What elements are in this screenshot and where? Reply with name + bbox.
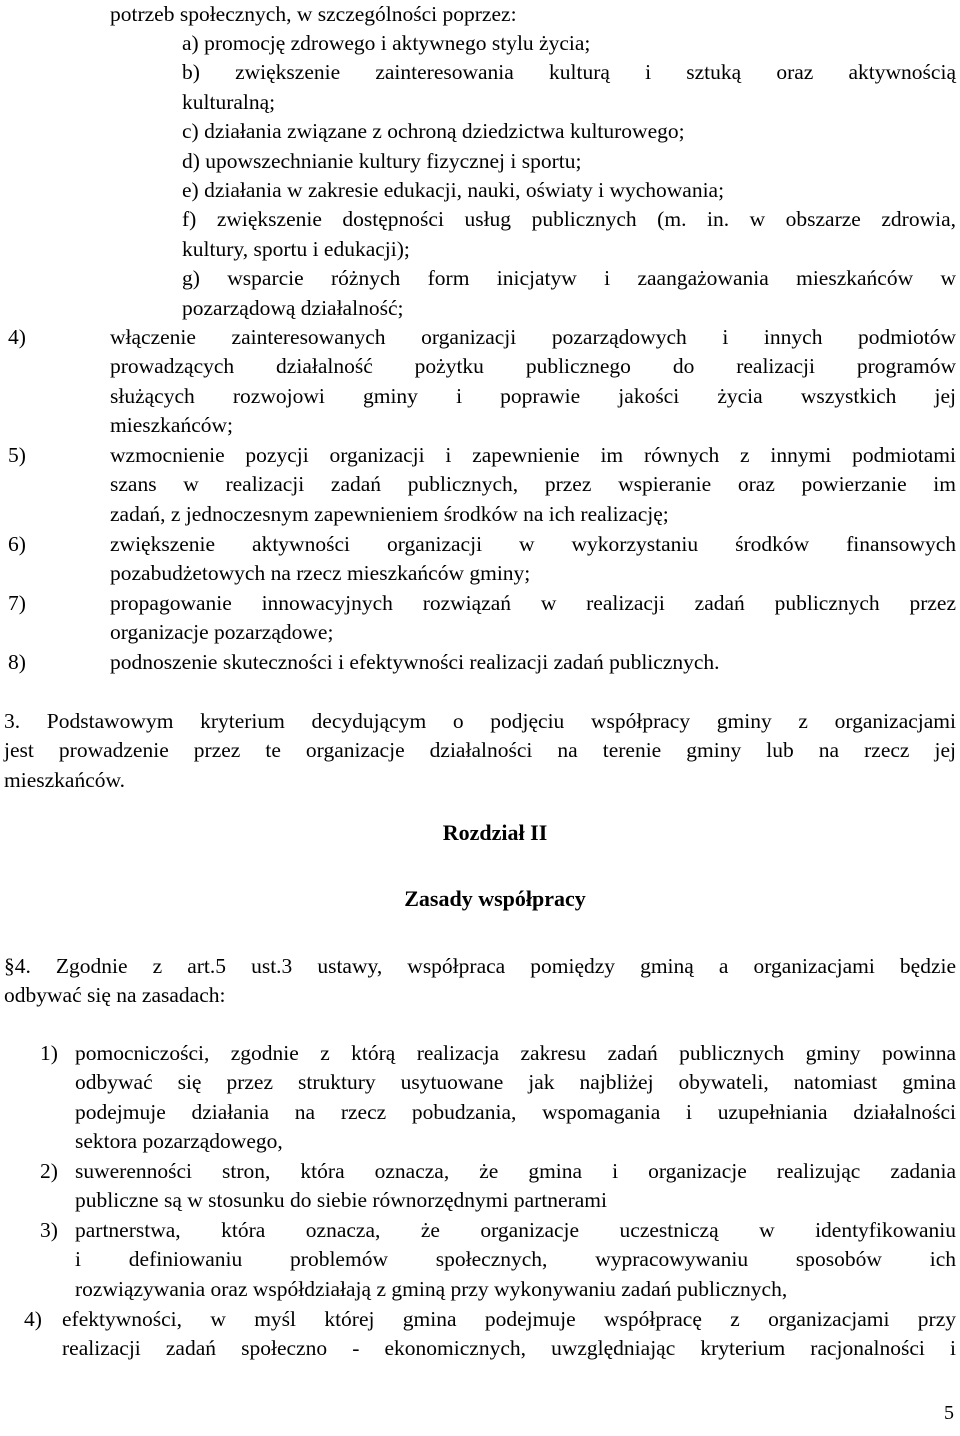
- goal-item-5: [8, 441, 956, 529]
- page-number: 5: [944, 1402, 954, 1424]
- goal-line: włączenie zainteresowanych organizacji pozarządowych i innych podmiotów: [110, 325, 956, 349]
- goal-line: zadań, z jednoczesnym zapewnieniem środków na ich realizację;: [110, 501, 669, 526]
- sub-item-b: b) zwiększenie zainteresowania kulturą i sztuką oraz aktywnością: [182, 60, 956, 85]
- paragraph-3-line: mieszkańców.: [4, 767, 125, 792]
- principle-line: sektora pozarządowego,: [75, 1129, 283, 1154]
- principle-number: 2): [40, 1159, 58, 1183]
- principle-line: i definiowaniu problemów społecznych, wypracowywaniu sposobów ich: [75, 1247, 956, 1272]
- chapter-subtitle: Zasady współpracy: [404, 886, 586, 911]
- principle-line: pomocniczości, zgodnie z którą realizacja zakresu zadań publicznych gminy powinna: [75, 1041, 956, 1065]
- goal-line: szans w realizacji zadań publicznych, przez wspieranie oraz powierzanie im: [110, 472, 956, 497]
- principle-item-2: [40, 1157, 956, 1216]
- sub-item-list: [182, 29, 956, 323]
- sub-item-g: g) wsparcie różnych form inicjatyw i zaangażowania mieszkańców w: [182, 266, 956, 291]
- paragraph-3: [4, 707, 956, 795]
- goal-number: 8): [8, 650, 26, 674]
- goal-line: podnoszenie skuteczności i efektywności realizacji zadań publicznych.: [110, 650, 720, 674]
- paragraph-4-line: odbywać się na zasadach:: [4, 983, 226, 1008]
- goal-line: zwiększenie aktywności organizacji w wykorzystaniu środków finansowych: [110, 532, 956, 556]
- goal-item-7: [8, 589, 956, 648]
- goal-item-8: [8, 648, 956, 677]
- goal-number: 4): [8, 325, 26, 349]
- principle-line: odbywać się przez struktury usytuowane jak najbliżej obywateli, natomiast gmina: [75, 1070, 956, 1095]
- principle-number: 3): [40, 1218, 58, 1242]
- paragraph-3-line: 3. Podstawowym kryterium decydującym o podjęciu współpracy gminy z organizacjami: [4, 709, 956, 733]
- sub-item-g-cont: pozarządową działalność;: [182, 295, 404, 320]
- goal-number: 6): [8, 532, 26, 556]
- goal-line: propagowanie innowacyjnych rozwiązań w realizacji zadań publicznych przez: [110, 591, 956, 615]
- intro-tail-text: potrzeb społecznych, w szczególności poprzez:: [110, 2, 517, 26]
- sub-item-e: e) działania w zakresie edukacji, nauki, oświaty i wychowania;: [182, 178, 725, 203]
- principle-item-4: [24, 1305, 956, 1364]
- principle-line: publiczne są w stosunku do siebie równorzędnymi partnerami: [75, 1188, 607, 1213]
- goal-line: służących rozwojowi gminy i poprawie jakości życia wszystkich jej: [110, 383, 956, 408]
- chapter-title: Rozdział II: [442, 820, 548, 845]
- principle-item-1: [40, 1039, 956, 1157]
- goal-number: 5): [8, 443, 26, 467]
- paragraph-4: [4, 952, 956, 1011]
- goal-line: mieszkańców;: [110, 413, 233, 438]
- sub-item-f: f) zwiększenie dostępności usług publicznych (m. in. w obszarze zdrowia,: [182, 207, 956, 232]
- paragraph-4-line: §4. Zgodnie z art.5 ust.3 ustawy, współpraca pomiędzy gminą a organizacjami będzie: [4, 954, 956, 978]
- principle-line: realizacji zadań społeczno - ekonomicznych, uwzględniając kryterium racjonalności i: [62, 1336, 956, 1361]
- goal-item-6: [8, 530, 956, 589]
- goal-line: wzmocnienie pozycji organizacji i zapewnienie im równych z innymi podmiotami: [110, 443, 956, 467]
- paragraph-3-line: jest prowadzenie przez te organizacje działalności na terenie gminy lub na rzecz jej: [4, 738, 956, 763]
- principle-line: suwerenności stron, która oznacza, że gmina i organizacje realizując zadania: [75, 1159, 956, 1183]
- sub-item-c: c) działania związane z ochroną dziedzictwa kulturowego;: [182, 119, 685, 144]
- principle-number: 4): [24, 1307, 42, 1331]
- goal-number: 7): [8, 591, 26, 615]
- goal-line: pozabudżetowych na rzecz mieszkańców gminy;: [110, 561, 531, 586]
- principle-line: partnerstwa, która oznacza, że organizacje uczestniczą w identyfikowaniu: [75, 1218, 956, 1242]
- sub-item-f-cont: kultury, sportu i edukacji);: [182, 236, 410, 261]
- sub-item-d: d) upowszechnianie kultury fizycznej i sportu;: [182, 148, 582, 173]
- principle-line: rozwiązywania oraz współdziałają z gminą przy wykonywaniu zadań publicznych,: [75, 1276, 788, 1301]
- principle-line: podejmuje działania na rzecz pobudzania, wspomagania i uzupełniania działalności: [75, 1099, 956, 1124]
- goal-line: organizacje pozarządowe;: [110, 620, 334, 645]
- sub-item-b-cont: kulturalną;: [182, 89, 276, 114]
- sub-item-a: a) promocję zdrowego i aktywnego stylu życia;: [182, 31, 591, 55]
- goal-item-4: [8, 323, 956, 441]
- principle-line: efektywności, w myśl której gmina podejmuje współpracę z organizacjami przy: [62, 1307, 956, 1331]
- principle-item-3: [40, 1216, 956, 1304]
- intro-tail: [110, 0, 950, 29]
- principle-number: 1): [40, 1041, 58, 1065]
- goal-line: prowadzących działalność pożytku publicznego do realizacji programów: [110, 354, 956, 379]
